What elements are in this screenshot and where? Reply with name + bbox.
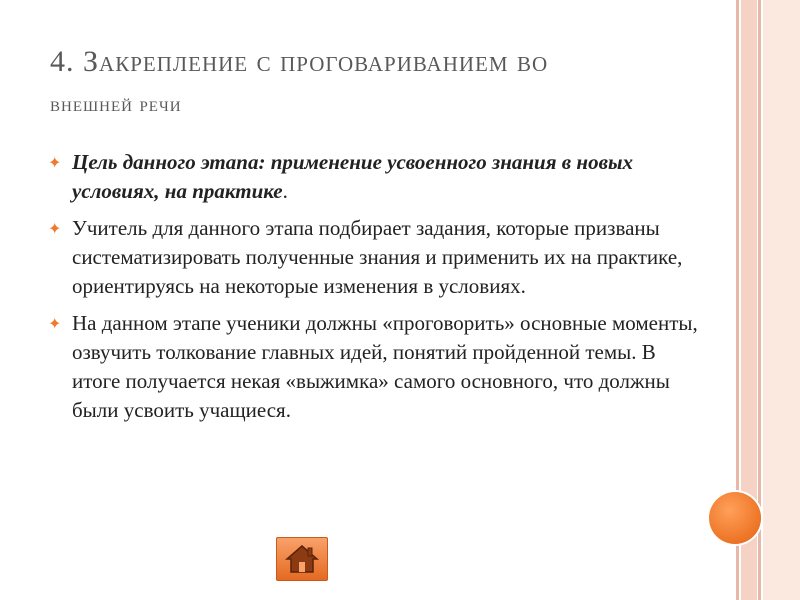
title-line-2: внешней речи <box>50 91 182 116</box>
bullet-marker-icon: ✦ <box>48 314 62 333</box>
bullet-item-goal <box>48 148 698 206</box>
bullet-text: Учитель для данного этапа подбирает задания, которые призваны систематизировать полученные знания и применить их на практике, ориентируясь на некоторые изменения в условиях. <box>72 216 683 298</box>
bullet-list <box>48 148 698 433</box>
slide-title <box>50 40 690 124</box>
bullet-item-teacher <box>48 214 698 301</box>
title-line-1: 4. Закрепление с проговариванием во <box>50 45 549 78</box>
home-button[interactable] <box>276 537 328 581</box>
bullet-trailing: . <box>282 179 288 203</box>
bullet-text: На данном этапе ученики должны «проговорить» основные моменты, озвучить толкование главных идей, понятий пройденной темы. В итоге получается некая «выжимка» самого основного, что должны были усвоить учащиеся. <box>72 311 698 422</box>
border-band <box>763 0 800 600</box>
bullet-item-students <box>48 309 698 425</box>
decorative-orange-circle <box>709 492 761 544</box>
home-icon <box>285 544 319 574</box>
bullet-marker-icon: ✦ <box>48 153 62 172</box>
bullet-marker-icon: ✦ <box>48 219 62 238</box>
bullet-text: Цель данного этапа: применение усвоенного знания в новых условиях, на практике <box>72 150 634 203</box>
